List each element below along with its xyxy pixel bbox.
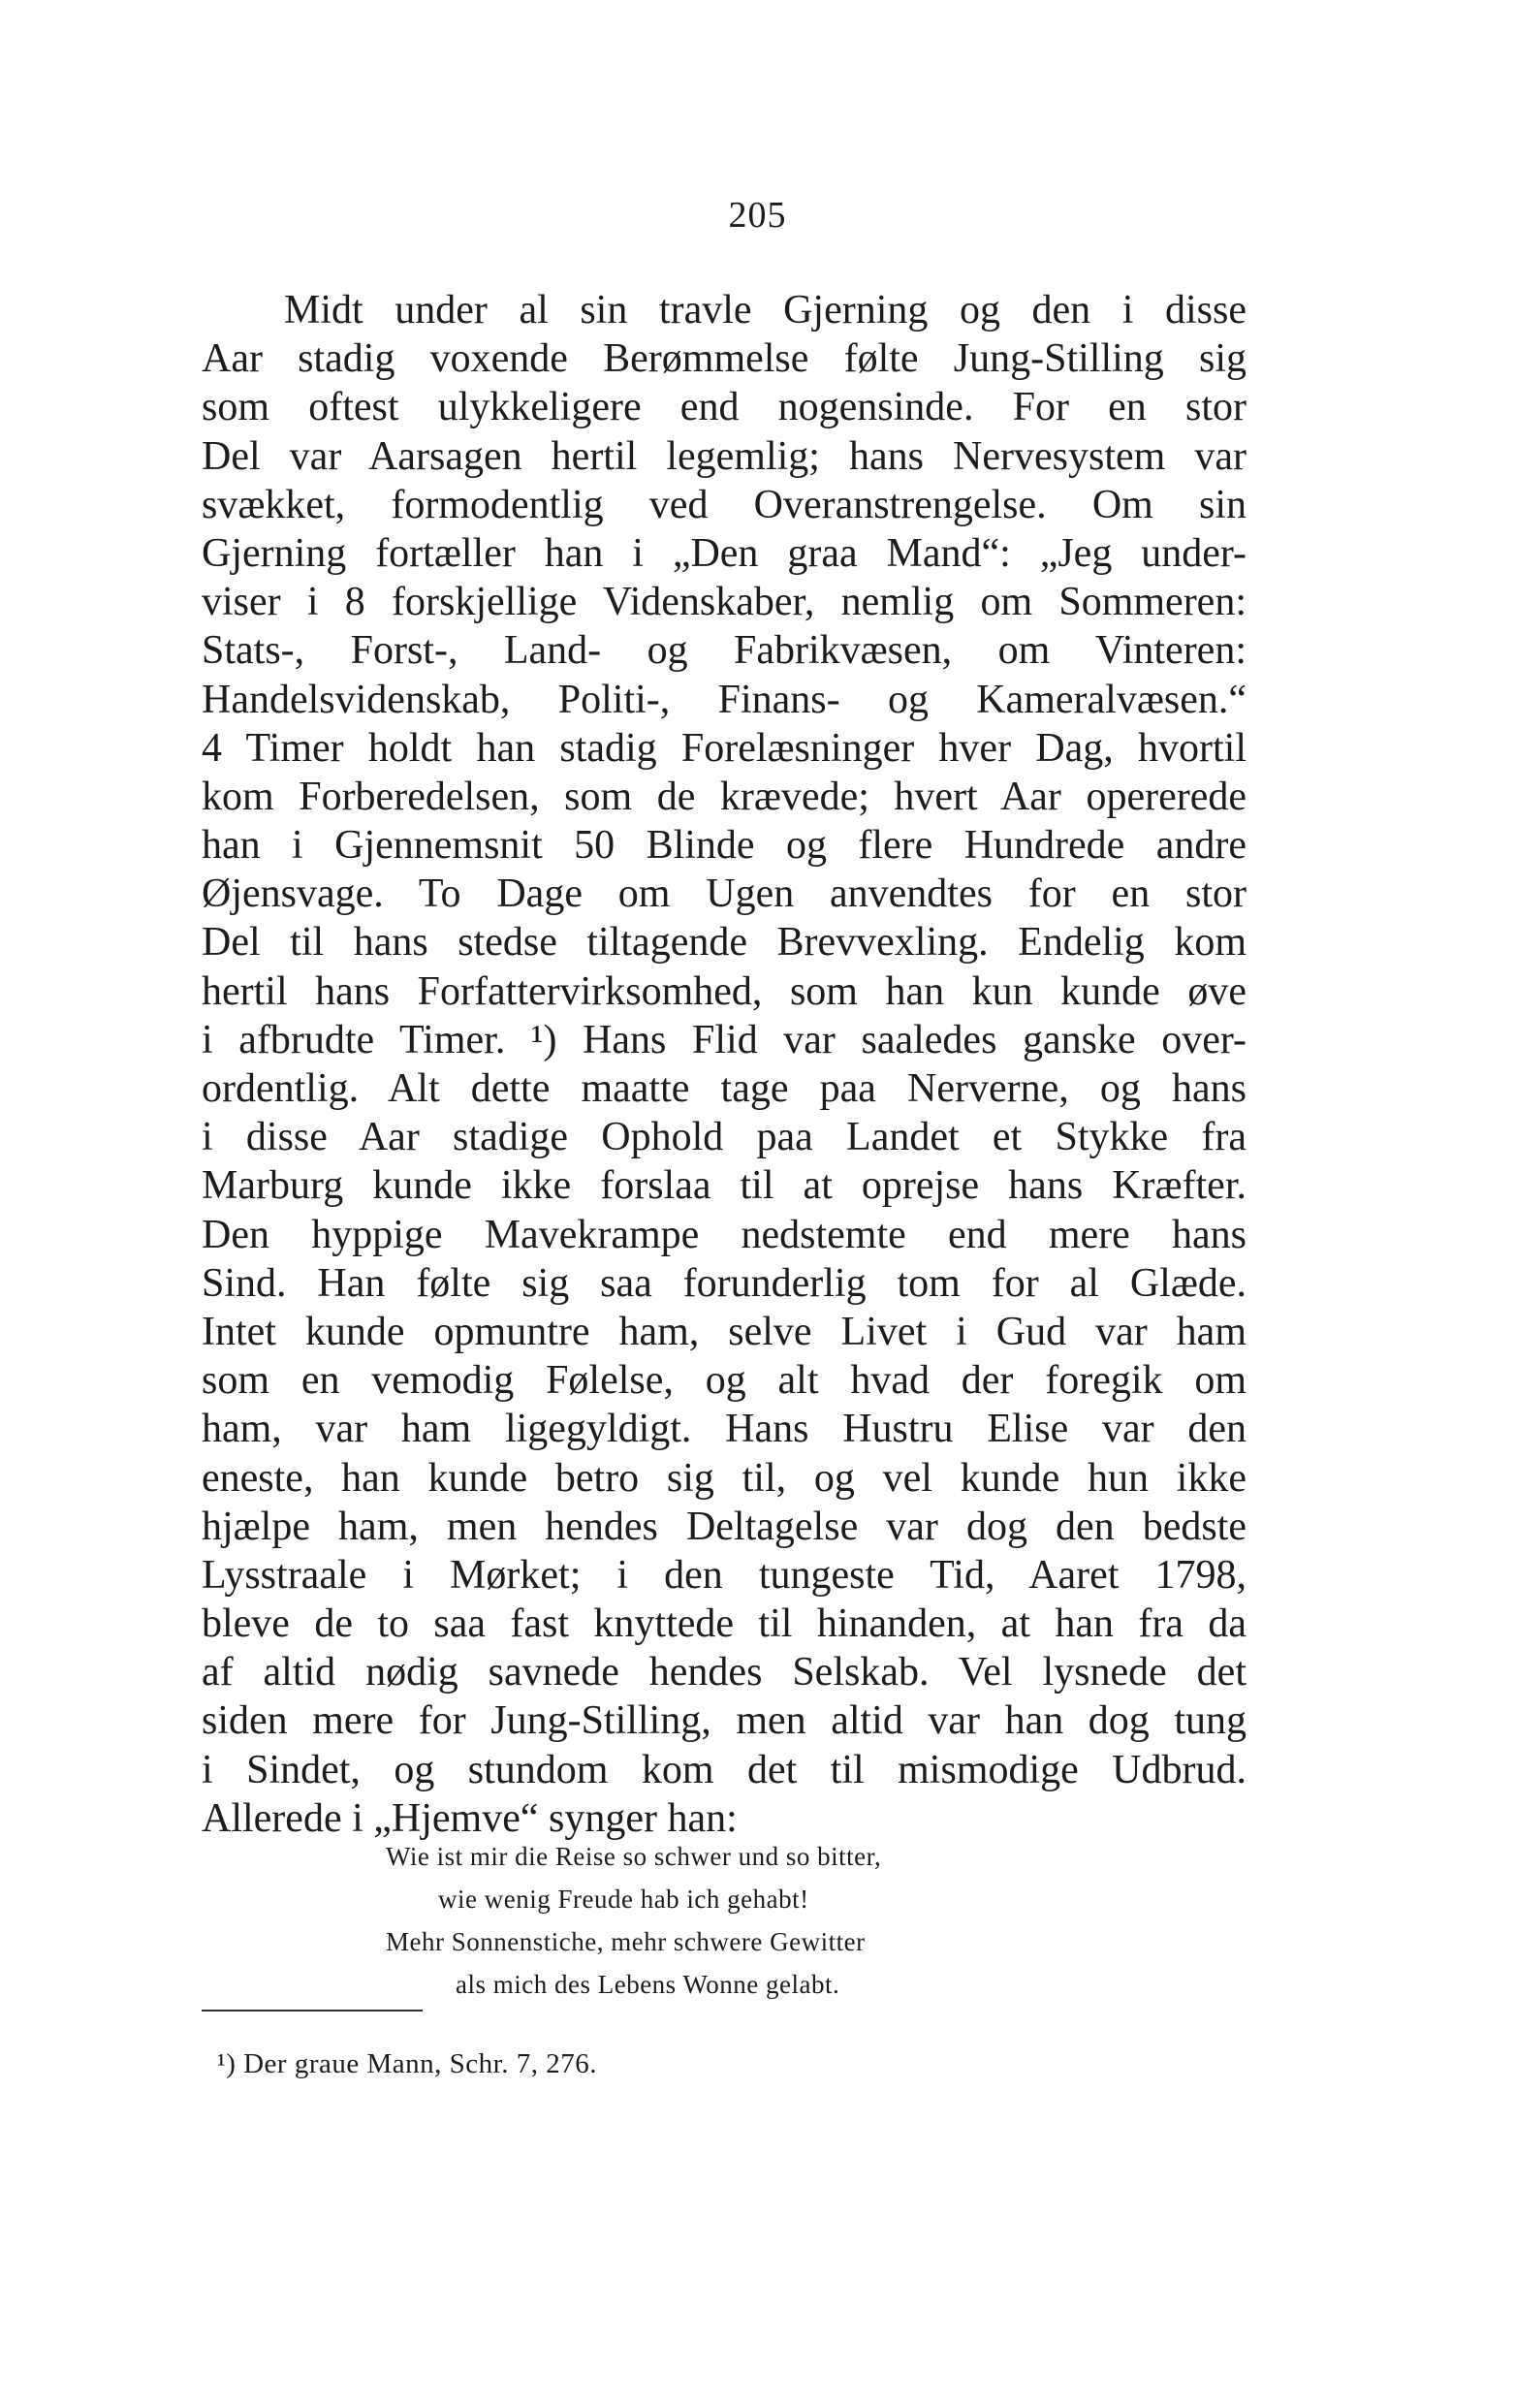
text-line: ordentlig. Alt dette maatte tage paa Nerverne, og hans xyxy=(202,1066,1247,1111)
text-line: Del var Aarsagen hertil legemlig; hans Nervesystem var xyxy=(202,433,1247,479)
text-line: hertil hans Forfattervirksomhed, som han kun kunde øve xyxy=(202,968,1247,1014)
footnote: ¹) Der graue Mann, Schr. 7, 276. xyxy=(217,2048,597,2079)
text-line: Del til hans stedse tiltagende Brevvexling. Endelig kom xyxy=(202,920,1247,966)
text-line: viser i 8 forskjellige Videnskaber, nemlig om Sommeren: xyxy=(202,580,1247,625)
text-line: Den hyppige Mavekrampe nedstemte end mere hans xyxy=(202,1212,1247,1257)
text-line: 4 Timer holdt han stadig Forelæsninger hver Dag, hvortil xyxy=(202,725,1247,771)
footnote-divider xyxy=(202,2010,423,2012)
text-line: Aar stadig voxende Berømmelse følte Jung-Stilling sig xyxy=(202,336,1247,382)
text-line: siden mere for Jung-Stilling, men altid var han dog tung xyxy=(202,1698,1247,1744)
poem-line: Wie ist mir die Reise so schwer und so bitter, xyxy=(386,1842,882,1871)
text-line: bleve de to saa fast knyttede til hinanden, at han fra da xyxy=(202,1601,1247,1647)
text-line: Intet kunde opmuntre ham, selve Livet i Gud var ham xyxy=(202,1309,1247,1354)
text-line: Gjerning fortæller han i „Den graa Mand“: „Jeg under- xyxy=(202,530,1247,576)
poem-line: Mehr Sonnenstiche, mehr schwere Gewitter xyxy=(386,1927,866,1956)
text-line: Marburg kunde ikke forslaa til at oprejse hans Kræfter. xyxy=(202,1163,1247,1209)
text-line: Stats-, Forst-, Land- og Fabrikvæsen, om Vinteren: xyxy=(202,628,1247,674)
text-line: Midt under al sin travle Gjerning og den i disse xyxy=(284,288,1247,333)
text-line: i afbrudte Timer. ¹) Hans Flid var saaledes ganske over- xyxy=(202,1017,1247,1062)
text-line: som oftest ulykkeligere end nogensinde. For en stor xyxy=(202,385,1247,430)
text-line: Allerede i „Hjemve“ synger han: xyxy=(202,1795,738,1841)
body-paragraph xyxy=(202,286,1247,1843)
text-line: Sind. Han følte sig saa forunderlig tom for al Glæde. xyxy=(202,1260,1247,1306)
page-number: 205 xyxy=(728,195,787,236)
poem-line: als mich des Lebens Wonne gelabt. xyxy=(456,1970,840,1999)
text-line: ham, var ham ligegyldigt. Hans Hustru Elise var den xyxy=(202,1407,1247,1452)
text-line: Lysstraale i Mørket; i den tungeste Tid, Aaret 1798, xyxy=(202,1552,1247,1598)
text-line: svækket, formodentlig ved Overanstrengelse. Om sin xyxy=(202,482,1247,527)
text-line: som en vemodig Følelse, og alt hvad der foregik om xyxy=(202,1358,1247,1404)
text-line: hjælpe ham, men hendes Deltagelse var dog den bedste xyxy=(202,1504,1247,1549)
text-line: af altid nødig savnede hendes Selskab. Vel lysnede det xyxy=(202,1650,1247,1695)
text-line: eneste, han kunde betro sig til, og vel kunde hun ikke xyxy=(202,1455,1247,1501)
text-line: kom Forberedelsen, som de krævede; hvert Aar opererede xyxy=(202,774,1247,819)
text-line: Øjensvage. To Dage om Ugen anvendtes for en stor xyxy=(202,871,1247,917)
poem-line: wie wenig Freude hab ich gehabt! xyxy=(438,1885,809,1914)
text-line: Handelsvidenskab, Politi-, Finans- og Kameralvæsen.“ xyxy=(202,677,1247,722)
text-line: i Sindet, og stundom kom det til mismodige Udbrud. xyxy=(202,1747,1247,1792)
text-line: han i Gjennemsnit 50 Blinde og flere Hundrede andre xyxy=(202,823,1247,869)
text-line: i disse Aar stadige Ophold paa Landet et Stykke fra xyxy=(202,1115,1247,1160)
